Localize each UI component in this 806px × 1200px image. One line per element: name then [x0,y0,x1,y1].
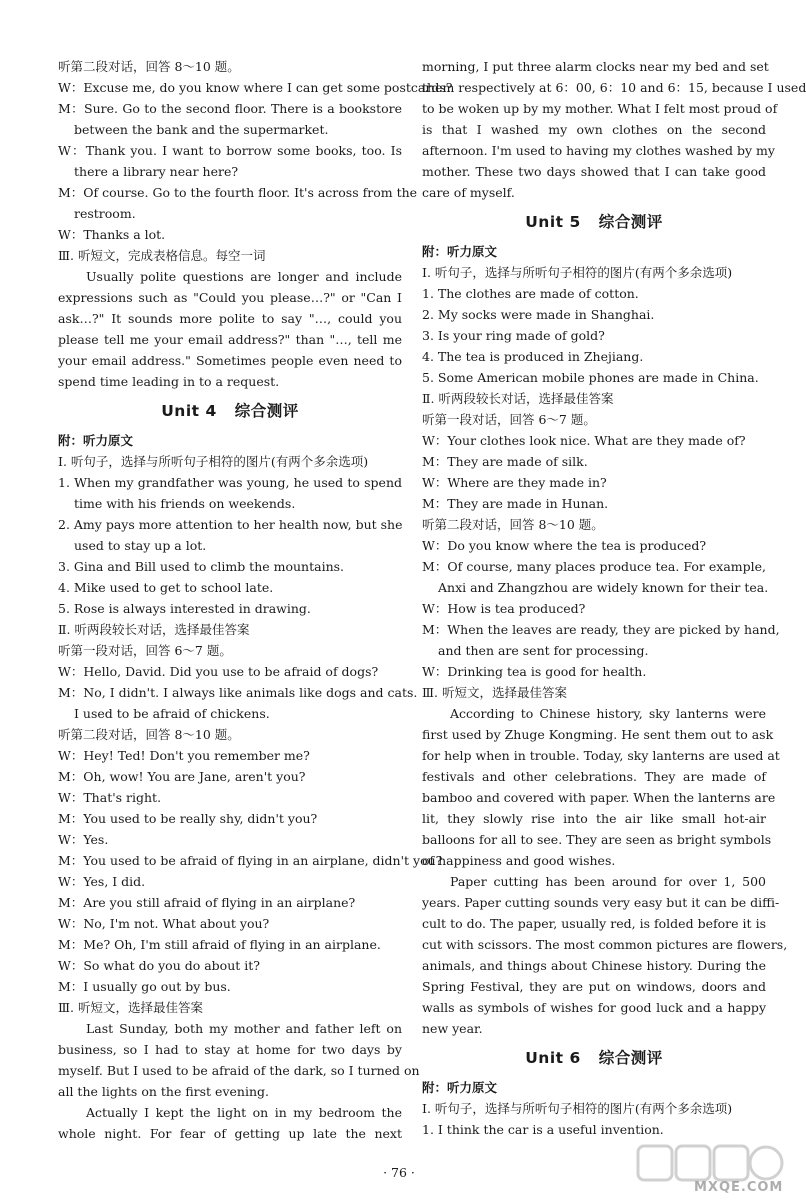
text-line: W：So what do you do about it? [58,958,260,973]
text-line: to be woken up by my mother. What I felt most proud of [422,101,778,116]
text-line: M：You used to be really shy, didn't you? [58,811,318,826]
text-line: W：Yes. [58,832,109,847]
unit-title: 综合测评 [598,213,663,231]
unit-number: Unit 5 [525,213,581,231]
text-line: W：Excuse me, do you know where I can get some postcards? [58,80,453,95]
text-line: Usually polite questions are longer and include [86,269,402,284]
text-line: morning, I put three alarm clocks near my bed and set [422,59,769,74]
text-line: Ⅰ. 听句子，选择与所听句子相符的图片(有两个多余选项) [422,1101,733,1116]
text-line: W：Thank you. I want to borrow some books, too. Is [58,143,402,158]
section-label: 附：听力原文 [422,1080,498,1095]
text-line: 1. The clothes are made of cotton. [422,286,639,301]
text-line: afternoon. I'm used to having my clothes washed by my [422,143,775,158]
text-line: is that I washed my own clothes on the second [422,122,766,137]
text-line: Spring Festival, they are put on windows, doors and [422,979,766,994]
text-line: 3. Is your ring made of gold? [422,328,605,343]
text-line: 听第二段对话，回答 8～10 题。 [422,517,604,532]
text-line: I used to be afraid of chickens. [74,706,270,721]
text-line: restroom. [74,206,136,221]
unit-heading [422,203,766,241]
text-line: mother. These two days showed that I can take good [422,164,766,179]
text-line: and then are sent for processing. [438,643,649,658]
text-line: bamboo and covered with paper. When the lanterns are [422,790,776,805]
text-line: M：Sure. Go to the second floor. There is a bookstore [58,101,402,116]
text-line: please tell me your email address?" than "…, tell me [58,332,402,347]
text-line: W：Hey! Ted! Don't you remember me? [58,748,310,763]
text-line: 1. When my grandfather was young, he used to spend [58,475,402,490]
text-line: Ⅰ. 听句子，选择与所听句子相符的图片(有两个多余选项) [422,265,733,280]
text-line: M：No, I didn't. I always like animals like dogs and cats. [58,685,418,700]
text-line: M：They are made of silk. [422,454,588,469]
unit-title: 综合测评 [234,402,299,420]
text-line: for help when in trouble. Today, sky lanterns are used at [422,748,780,763]
text-line: first used by Zhuge Kongming. He sent them out to ask [422,727,774,742]
text-line: new year. [422,1021,483,1036]
text-line: myself. But I used to be afraid of the dark, so I turned on [58,1063,420,1078]
text-line: M：Me? Oh, I'm still afraid of flying in an airplane. [58,937,381,952]
text-line: W：No, I'm not. What about you? [58,916,270,931]
text-line: them respectively at 6：00, 6：10 and 6：15, because I used [422,80,806,95]
text-line: W：How is tea produced? [422,601,586,616]
unit-number: Unit 6 [525,1049,581,1067]
text-line: W：Hello, David. Did you use to be afraid of dogs? [58,664,379,679]
unit-title: 综合测评 [598,1049,663,1067]
text-line: W：Drinking tea is good for health. [422,664,647,679]
text-line: W：Your clothes look nice. What are they made of? [422,433,746,448]
text-line: festivals and other celebrations. They are made of [422,769,766,784]
text-line: 2. My socks were made in Shanghai. [422,307,655,322]
text-line: ask…?" It sounds more polite to say "…, could you [58,311,402,326]
text-line: lit, they slowly rise into the air like small hot-air [422,811,766,826]
text-line: care of myself. [422,185,515,200]
text-line: M：They are made in Hunan. [422,496,609,511]
text-line: Actually I kept the light on in my bedroom the [86,1105,402,1120]
text-line: Ⅱ. 听两段较长对话，选择最佳答案 [58,622,250,637]
text-line: 听第二段对话，回答 8～10 题。 [58,59,240,74]
text-line: M：Of course. Go to the fourth floor. It's across from the [58,185,418,200]
unit-number: Unit 4 [161,402,217,420]
watermark-text: MXQE.COM [694,1180,784,1195]
text-line: walls as symbols of wishes for good luck and a happy [422,1000,766,1015]
text-line: there a library near here? [74,164,239,179]
text-line: all the lights on the first evening. [58,1084,269,1099]
text-line: M：You used to be afraid of flying in an airplane, didn't you? [58,853,443,868]
text-line: years. Paper cutting sounds very easy but it can be diffi- [422,895,780,910]
text-line: Ⅲ. 听短文，选择最佳答案 [58,1000,204,1015]
text-line: 5. Some American mobile phones are made in China. [422,370,759,385]
text-line: Anxi and Zhangzhou are widely known for their tea. [438,580,769,595]
right-column [422,56,806,1140]
text-line: expressions such as "Could you please…?" or "Can I [58,290,402,305]
text-line: M：Of course, many places produce tea. For example, [422,559,766,574]
text-line: W：Do you know where the tea is produced? [422,538,707,553]
text-line: 听第二段对话，回答 8～10 题。 [58,727,240,742]
text-line: W：Where are they made in? [422,475,607,490]
text-line: Ⅱ. 听两段较长对话，选择最佳答案 [422,391,614,406]
text-line: 2. Amy pays more attention to her health now, but she [58,517,403,532]
text-line: 听第一段对话，回答 6～7 题。 [422,412,596,427]
text-line: Ⅰ. 听句子，选择与所听句子相符的图片(有两个多余选项) [58,454,369,469]
text-line: 1. I think the car is a useful invention. [422,1122,664,1137]
text-line: business, so I had to stay at home for two days by [58,1042,402,1057]
text-line: Last Sunday, both my mother and father left on [86,1021,402,1036]
page-number: · 76 · [383,1165,415,1180]
section-label: 附：听力原文 [58,433,134,448]
text-line: W：Yes, I did. [58,874,146,889]
text-line: cult to do. The paper, usually red, is folded before it is [422,916,766,931]
section-label: 附：听力原文 [422,244,498,259]
text-line: Paper cutting has been around for over 1, 500 [450,874,766,889]
text-line: M：Oh, wow! You are Jane, aren't you? [58,769,306,784]
text-line: W：Thanks a lot. [58,227,166,242]
unit-heading [58,392,402,430]
text-line: Ⅲ. 听短文，完成表格信息。每空一词 [58,248,266,263]
text-line: animals, and things about Chinese history. During the [422,958,766,973]
text-line: used to stay up a lot. [74,538,207,553]
text-line: According to Chinese history, sky lanterns were [450,706,766,721]
unit-heading [422,1039,766,1077]
text-line: 5. Rose is always interested in drawing. [58,601,311,616]
text-line: 4. The tea is produced in Zhejiang. [422,349,644,364]
text-line: between the bank and the supermarket. [74,122,329,137]
text-line: your email address." Sometimes people even need to [58,353,402,368]
text-line: 3. Gina and Bill used to climb the mountains. [58,559,345,574]
text-line: cut with scissors. The most common pictures are flowers, [422,937,788,952]
text-line: whole night. For fear of getting up late the next [58,1126,402,1141]
text-line: balloons for all to see. They are seen as bright symbols [422,832,772,847]
text-line: 4. Mike used to get to school late. [58,580,274,595]
text-line: 听第一段对话，回答 6～7 题。 [58,643,232,658]
text-line: W：That's right. [58,790,162,805]
text-line: M：I usually go out by bus. [58,979,231,994]
text-line: of happiness and good wishes. [422,853,616,868]
text-line: spend time leading in to a request. [58,374,280,389]
text-line: M：Are you still afraid of flying in an airplane? [58,895,356,910]
text-line: M：When the leaves are ready, they are picked by hand, [422,622,780,637]
text-line: Ⅲ. 听短文，选择最佳答案 [422,685,568,700]
text-line: time with his friends on weekends. [74,496,296,511]
